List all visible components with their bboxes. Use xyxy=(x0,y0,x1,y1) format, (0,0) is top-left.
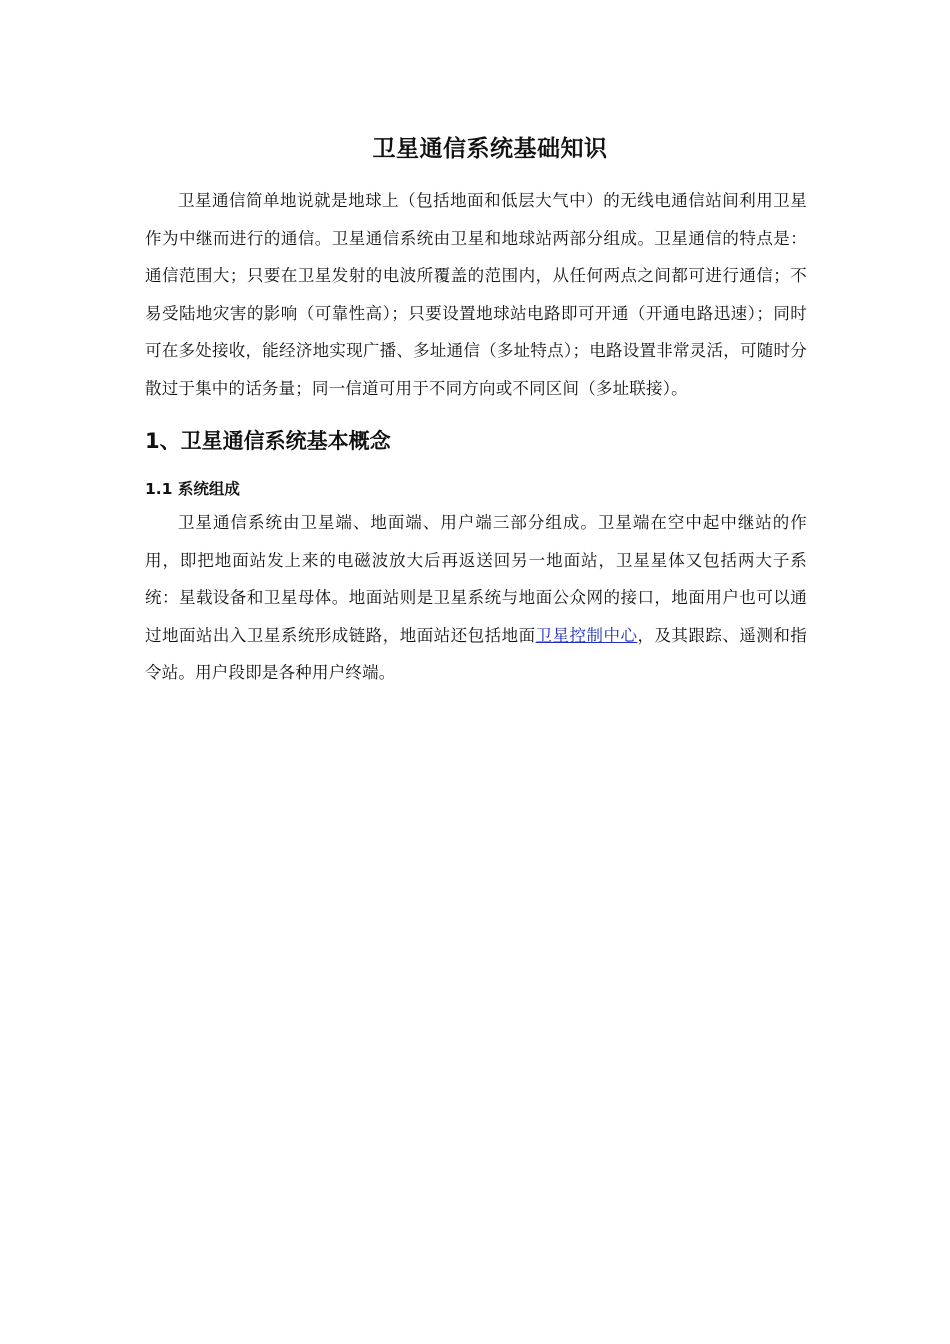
paragraph-text-before-link: 卫星通信系统由卫星端、地面端、用户端三部分组成。卫星端在空中起中继站的作用，即把地面站发上来的电磁波放大后再返送回另一地面站，卫星星体又包括两大子系统：星载设备和卫星母体。地面站则是卫星系统与地面公众网的接口，地面用户也可以通过地面站出入卫星系统形成链路，地面站还包括地面 xyxy=(145,513,807,645)
paragraph-text-after-link: ，及其跟踪、遥测和指令站。用户段即是各种用户终端。 xyxy=(145,625,807,682)
document-body xyxy=(145,130,807,692)
section-heading: 1、卫星通信系统基本概念 xyxy=(145,429,391,453)
satellite-control-center-link[interactable]: 卫星控制中心 xyxy=(535,625,638,645)
intro-paragraph: 卫星通信简单地说就是地球上（包括地面和低层大气中）的无线电通信站间利用卫星作为中继而进行的通信。卫星通信系统由卫星和地球站两部分组成。卫星通信的特点是：通信范围大；只要在卫星发射的电波所覆盖的范围内，从任何两点之间都可进行通信；不易受陆地灾害的影响（可靠性高）；只要设置地球站电路即可开通（开通电路迅速）；同时可在多处接收，能经济地实现广播、多址通信（多址特点）；电路设置非常灵活，可随时分散过于集中的话务量；同一信道可用于不同方向或不同区间（多址联接）。 xyxy=(145,191,807,398)
system-composition-paragraph xyxy=(145,504,807,692)
document-title: 卫星通信系统基础知识 xyxy=(372,136,608,162)
subsection-heading: 1.1 系统组成 xyxy=(145,480,240,498)
